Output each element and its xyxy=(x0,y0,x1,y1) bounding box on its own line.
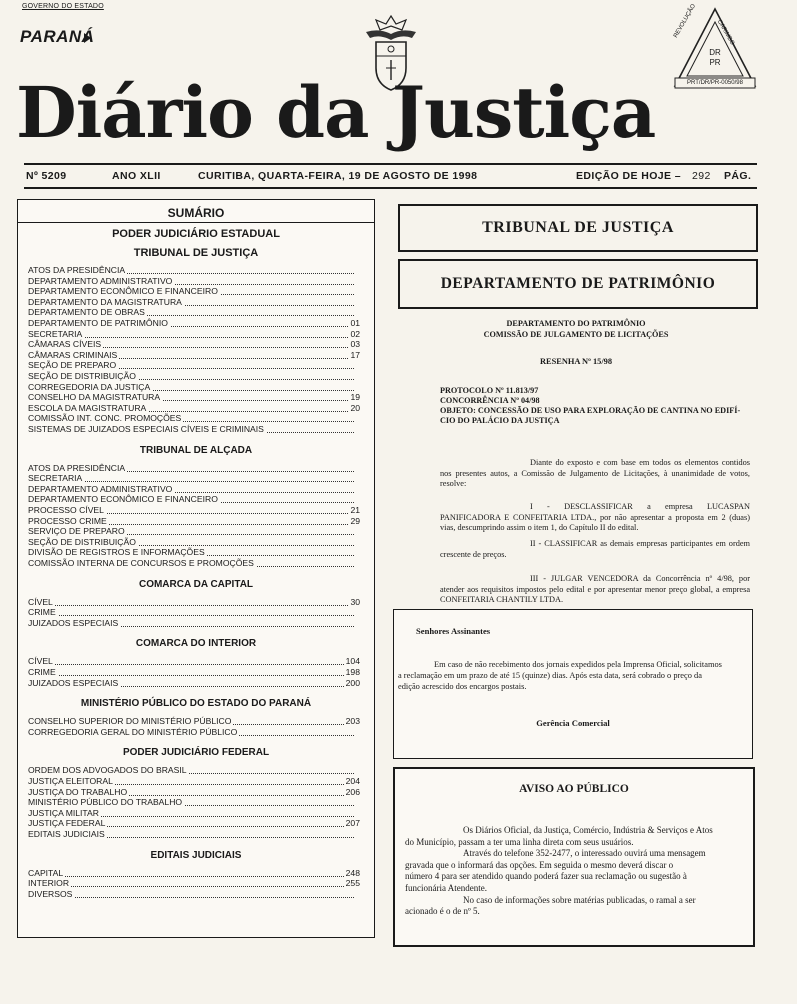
summary-entry-label: EDITAIS JUDICIAIS xyxy=(28,829,105,839)
subscribers-title: Senhores Assinantes xyxy=(416,626,491,636)
summary-entry[interactable] xyxy=(28,786,360,797)
summary-entry-label: CRIME xyxy=(28,667,56,677)
leader-dots xyxy=(28,675,354,676)
summary-entry-page: 19 xyxy=(350,392,360,403)
summary-entry[interactable] xyxy=(28,547,354,557)
summary-entry-page: 30 xyxy=(350,596,360,607)
paragraph-decision: Diante do exposto e com base em todos os elementos contidos nos presentes autos, a Comissão de Julgamento de Licitações, à unanimidade de votos, resolve: xyxy=(440,458,750,489)
summary-section-heading: MINISTÉRIO PÚBLICO DO ESTADO DO PARANÁ xyxy=(80,698,312,710)
department-heading xyxy=(398,318,754,340)
summary-entry-label: DEPARTAMENTO DE OBRAS xyxy=(28,307,145,318)
summary-entry-label: CÍVEL xyxy=(28,596,53,607)
summary-entry[interactable] xyxy=(28,667,360,677)
stamp-label-left: REVOLUÇÃO xyxy=(673,3,698,39)
summary-entry-page: 104 xyxy=(345,656,360,667)
summary-entry[interactable] xyxy=(28,392,360,403)
paragraph-disqualify: I - DESCLASSIFICAR a empresa LUCASPAN PANIFICADORA E CONFEITARIA LTDA., por não apresentar a proposta em 2 (duas) vias, descumprindo assim o item 1, do Capítulo II do edital. xyxy=(440,502,750,533)
summary-section-heading: TRIBUNAL DE ALÇADA xyxy=(139,444,253,456)
summary-entry[interactable] xyxy=(28,558,354,568)
summary-entry-page: 200 xyxy=(345,677,360,688)
summary-entry[interactable] xyxy=(28,878,360,889)
tender-line: CONCORRÊNCIA Nº 04/98 xyxy=(440,396,540,405)
summary-entry-page: 204 xyxy=(345,776,360,786)
leader-dots xyxy=(28,886,354,887)
summary-entry[interactable] xyxy=(28,328,360,339)
department-line: DEPARTAMENTO DO PATRIMÔNIO xyxy=(506,319,646,328)
summary-entry[interactable] xyxy=(28,382,354,392)
subscribers-line: a reclamação em um prazo de até 15 (quinze) dias. Após esta data, será cobrado o preço da xyxy=(398,670,702,680)
subscribers-line: edição acrescido dos encargos postais. xyxy=(398,681,527,691)
summary-entry-label: SISTEMAS DE JUIZADOS ESPECIAIS CÍVEIS E CRIMINAIS xyxy=(28,424,264,434)
leader-dots xyxy=(28,897,354,898)
summary-entry[interactable] xyxy=(28,286,354,296)
summary-entry[interactable] xyxy=(28,867,360,878)
subscribers-box xyxy=(393,609,753,759)
summary-entry-label: INTERIOR xyxy=(28,878,70,889)
summary-title: SUMÁRIO xyxy=(167,206,225,220)
summary-entry[interactable] xyxy=(28,818,360,829)
summary-entry[interactable] xyxy=(28,494,354,504)
paragraph-classify: II - CLASSIFICAR as demais empresas participantes em ordem crescente de preços. xyxy=(440,539,750,559)
pages-unit: PÁG. xyxy=(724,170,752,182)
summary-entry[interactable] xyxy=(28,537,354,547)
summary-entry-page: 248 xyxy=(345,867,360,878)
summary-entry[interactable] xyxy=(28,505,360,515)
summary-section-heading: EDITAIS JUDICIAIS xyxy=(150,849,242,861)
summary-entry-label: SERVIÇO DE PREPARO xyxy=(28,526,125,537)
summary-entry-page: 01 xyxy=(350,318,360,328)
edition-number: Nº 5209 xyxy=(26,170,67,182)
summary-entry[interactable] xyxy=(28,349,360,360)
summary-entry[interactable] xyxy=(28,318,360,328)
summary-entry[interactable] xyxy=(28,424,354,434)
summary-entry-page: 198 xyxy=(345,667,360,677)
summary-panel xyxy=(17,199,375,938)
notice-line: gravada que o informará das opções. Em seguida o mesmo deverá discar o xyxy=(405,859,674,870)
summary-entry-label: JUIZADOS ESPECIAIS xyxy=(28,617,119,628)
summary-entry-label: CRIME xyxy=(28,607,56,618)
notice-title: AVISO AO PÚBLICO xyxy=(519,783,629,795)
summary-entry[interactable] xyxy=(28,463,354,473)
edition-date: CURITIBA, QUARTA-FEIRA, 19 DE AGOSTO DE 1998 xyxy=(198,170,478,182)
summary-entry-page: 20 xyxy=(350,402,360,413)
public-notice-box xyxy=(393,767,755,947)
summary-entry[interactable] xyxy=(28,307,354,317)
summary-entry-label: CÍVEL xyxy=(28,656,53,667)
paragraph-winner: III - JULGAR VENCEDORA da Concorrência nº 4/98, por atender aos requisitos impostos pelo edital e por apresentar menor preço global, a empresa CONFEITARIA CHANTILY LTDA. xyxy=(440,574,750,605)
summary-entry-label: SEÇÃO DE DISTRIBUIÇÃO xyxy=(28,536,136,547)
subscribers-line: Em caso de não recebimento dos jornais expedidos pela Imprensa Oficial, solicitamos xyxy=(434,660,722,669)
summary-entry[interactable] xyxy=(28,473,354,483)
summary-entry[interactable] xyxy=(28,339,360,350)
leader-dots xyxy=(28,876,354,877)
summary-entry-label: JUSTIÇA DO TRABALHO xyxy=(28,786,128,797)
object-line-2: CIO DO PALÁCIO DA JUSTIÇA xyxy=(440,416,560,425)
summary-entry-page: 29 xyxy=(350,515,360,526)
summary-entry-label: JUSTIÇA FEDERAL xyxy=(28,818,106,829)
summary-entry[interactable] xyxy=(28,360,354,370)
summary-entry-label: SECRETARIA xyxy=(28,473,83,484)
summary-divider xyxy=(18,222,374,223)
summary-entry[interactable] xyxy=(28,776,360,786)
subscribers-text xyxy=(394,660,752,692)
leader-dots xyxy=(28,605,354,606)
summary-entry[interactable] xyxy=(28,727,354,737)
leader-dots xyxy=(28,615,354,616)
summary-entry-label: CÂMARAS CRIMINAIS xyxy=(28,349,118,360)
summary-entry-label: DEPARTAMENTO DE PATRIMÔNIO xyxy=(28,318,168,328)
summary-entry-label: SEÇÃO DE DISTRIBUIÇÃO xyxy=(28,371,136,381)
stamp-center-2: PR xyxy=(709,58,721,67)
notice-line: No caso de informações sobre matérias publicadas, o ramal a ser xyxy=(463,894,696,905)
summary-entry-label: CONSELHO DA MAGISTRATURA xyxy=(28,392,161,403)
summary-entry-label: ORDEM DOS ADVOGADOS DO BRASIL xyxy=(28,765,187,776)
state-name: PARANÁ xyxy=(20,27,95,46)
stamp-center-1: DR xyxy=(709,48,721,57)
summary-entry[interactable] xyxy=(28,607,354,617)
summary-section-heading: COMARCA DA CAPITAL xyxy=(138,578,254,590)
protocol-block xyxy=(440,386,750,426)
summary-entry-label: ESCOLA DA MAGISTRATURA xyxy=(28,402,147,413)
summary-section-heading: TRIBUNAL DE JUSTIÇA xyxy=(133,247,259,259)
summary-entry-label: CORREGEDORIA DA JUSTIÇA xyxy=(28,381,151,392)
summary-entry-page: 207 xyxy=(345,818,360,829)
summary-entry-label: CORREGEDORIA GERAL DO MINISTÉRIO PÚBLICO xyxy=(28,726,238,737)
summary-entry-page: 02 xyxy=(350,328,360,339)
stamp-label-right: CARIMBO xyxy=(715,19,736,47)
summary-entry-label: ATOS DA PRESIDÊNCIA xyxy=(28,462,126,473)
pages-count: 292 xyxy=(692,170,711,182)
summary-entry-label: JUSTIÇA MILITAR xyxy=(28,807,99,818)
protocol-line: PROTOCOLO Nº 11.813/97 xyxy=(440,386,539,395)
summary-entry-label: DEPARTAMENTO ECONÔMICO E FINANCEIRO xyxy=(28,286,218,297)
summary-entry[interactable] xyxy=(28,526,354,536)
summary-entry[interactable] xyxy=(28,596,360,607)
edition-bar xyxy=(24,163,757,189)
summary-entry-label: JUSTIÇA ELEITORAL xyxy=(28,776,113,786)
stamp-code: PRT/DR/PR-0050/98 xyxy=(687,80,743,86)
summary-entry[interactable] xyxy=(28,618,354,628)
pages-label: EDIÇÃO DE HOJE – xyxy=(576,170,682,182)
notice-line: acionado é o de nº 5. xyxy=(405,906,480,917)
summary-entry[interactable] xyxy=(28,808,354,818)
arrow-icon xyxy=(84,33,91,43)
summary-entry-page: 206 xyxy=(345,786,360,797)
summary-section-heading: COMARCA DO INTERIOR xyxy=(135,638,257,650)
summary-entry-label: CÂMARAS CÍVEIS xyxy=(28,339,102,350)
summary-entry-label: MINISTÉRIO PÚBLICO DO TRABALHO xyxy=(28,797,183,808)
object-line: OBJETO: CONCESSÃO DE USO PARA EXPLORAÇÃO DE CANTINA NO EDIFÍ- xyxy=(440,406,741,415)
newspaper-title: Diário da Justiça xyxy=(16,71,656,154)
summary-entry[interactable] xyxy=(28,677,360,688)
summary-entry-label: DEPARTAMENTO ECONÔMICO E FINANCEIRO xyxy=(28,494,218,505)
summary-entry[interactable] xyxy=(28,297,354,307)
summary-section-heading: PODER JUDICIÁRIO FEDERAL xyxy=(122,747,270,759)
summary-entry-label: JUIZADOS ESPECIAIS xyxy=(28,677,119,688)
summary-entry-label: SEÇÃO DE PREPARO xyxy=(28,360,117,371)
summary-entry-label: SECRETARIA xyxy=(28,328,83,339)
notice-line: número 4 para ser atendido quando poderá fazer sua reclamação ou sugestão à xyxy=(405,871,687,882)
summary-entry-label: CAPITAL xyxy=(28,867,64,878)
summary-entry-label: DEPARTAMENTO ADMINISTRATIVO xyxy=(28,275,173,286)
notice-line: do Município, passam a ter uma linha direta com seus usuários. xyxy=(405,836,634,847)
summary-entry[interactable] xyxy=(28,371,354,381)
summary-entry-page: 21 xyxy=(350,505,360,515)
summary-entry-label: ATOS DA PRESIDÊNCIA xyxy=(28,265,126,275)
summary-entry[interactable] xyxy=(28,716,360,727)
notice-text xyxy=(405,825,745,918)
summary-entry-label: DIVERSOS xyxy=(28,888,73,899)
summary-entry[interactable] xyxy=(28,829,354,839)
summary-entry[interactable] xyxy=(28,484,354,494)
summary-entry[interactable] xyxy=(28,656,360,667)
summary-entry-label: DEPARTAMENTO DA MAGISTRATURA xyxy=(28,296,182,307)
edition-year: ANO XLII xyxy=(112,170,161,182)
summary-entry[interactable] xyxy=(28,889,354,899)
summary-entry-label: DIVISÃO DE REGISTROS E INFORMAÇÕES xyxy=(28,547,205,558)
summary-entry[interactable] xyxy=(28,413,354,423)
summary-entry[interactable] xyxy=(28,276,354,286)
summary-section-heading: PODER JUDICIÁRIO ESTADUAL xyxy=(112,228,280,240)
notice-line: funcionária Atendente. xyxy=(405,882,487,893)
summary-entry[interactable] xyxy=(28,402,360,413)
summary-entry-page: 203 xyxy=(345,716,360,727)
department-header: DEPARTAMENTO DE PATRIMÔNIO xyxy=(398,259,758,309)
summary-entry-page: 255 xyxy=(345,878,360,889)
summary-entry-label: CONSELHO SUPERIOR DO MINISTÉRIO PÚBLICO xyxy=(28,716,232,727)
summary-entry-page: 03 xyxy=(350,339,360,350)
commission-line: COMISSÃO DE JULGAMENTO DE LICITAÇÕES xyxy=(483,330,669,339)
summary-entry[interactable] xyxy=(28,265,354,275)
court-header: TRIBUNAL DE JUSTIÇA xyxy=(398,204,758,252)
subscribers-signature: Gerência Comercial xyxy=(536,718,610,728)
leader-dots xyxy=(28,664,354,665)
summary-entry[interactable] xyxy=(28,515,360,526)
summary-entry[interactable] xyxy=(28,797,354,807)
notice-line: Através do telefone 352-2477, o interessado ouvirá uma mensagem xyxy=(463,848,706,859)
government-label: GOVERNO DO ESTADO xyxy=(22,3,104,10)
summary-entry-label: PROCESSO CÍVEL xyxy=(28,505,104,515)
summary-entry-label: COMISSÃO INTERNA DE CONCURSOS E PROMOÇÕES xyxy=(28,558,254,568)
resenha-number: RESENHA Nº 15/98 xyxy=(539,357,613,366)
summary-entry[interactable] xyxy=(28,765,354,775)
notice-line: Os Diários Oficial, da Justiça, Comércio, Indústria & Serviços e Atos xyxy=(463,825,713,835)
summary-entry-label: PROCESSO CRIME xyxy=(28,515,107,526)
summary-entry-label: DEPARTAMENTO ADMINISTRATIVO xyxy=(28,483,173,494)
summary-entry-label: COMISSÃO INT. CONC. PROMOÇÕES xyxy=(28,413,182,424)
summary-entry-page: 17 xyxy=(350,349,360,360)
